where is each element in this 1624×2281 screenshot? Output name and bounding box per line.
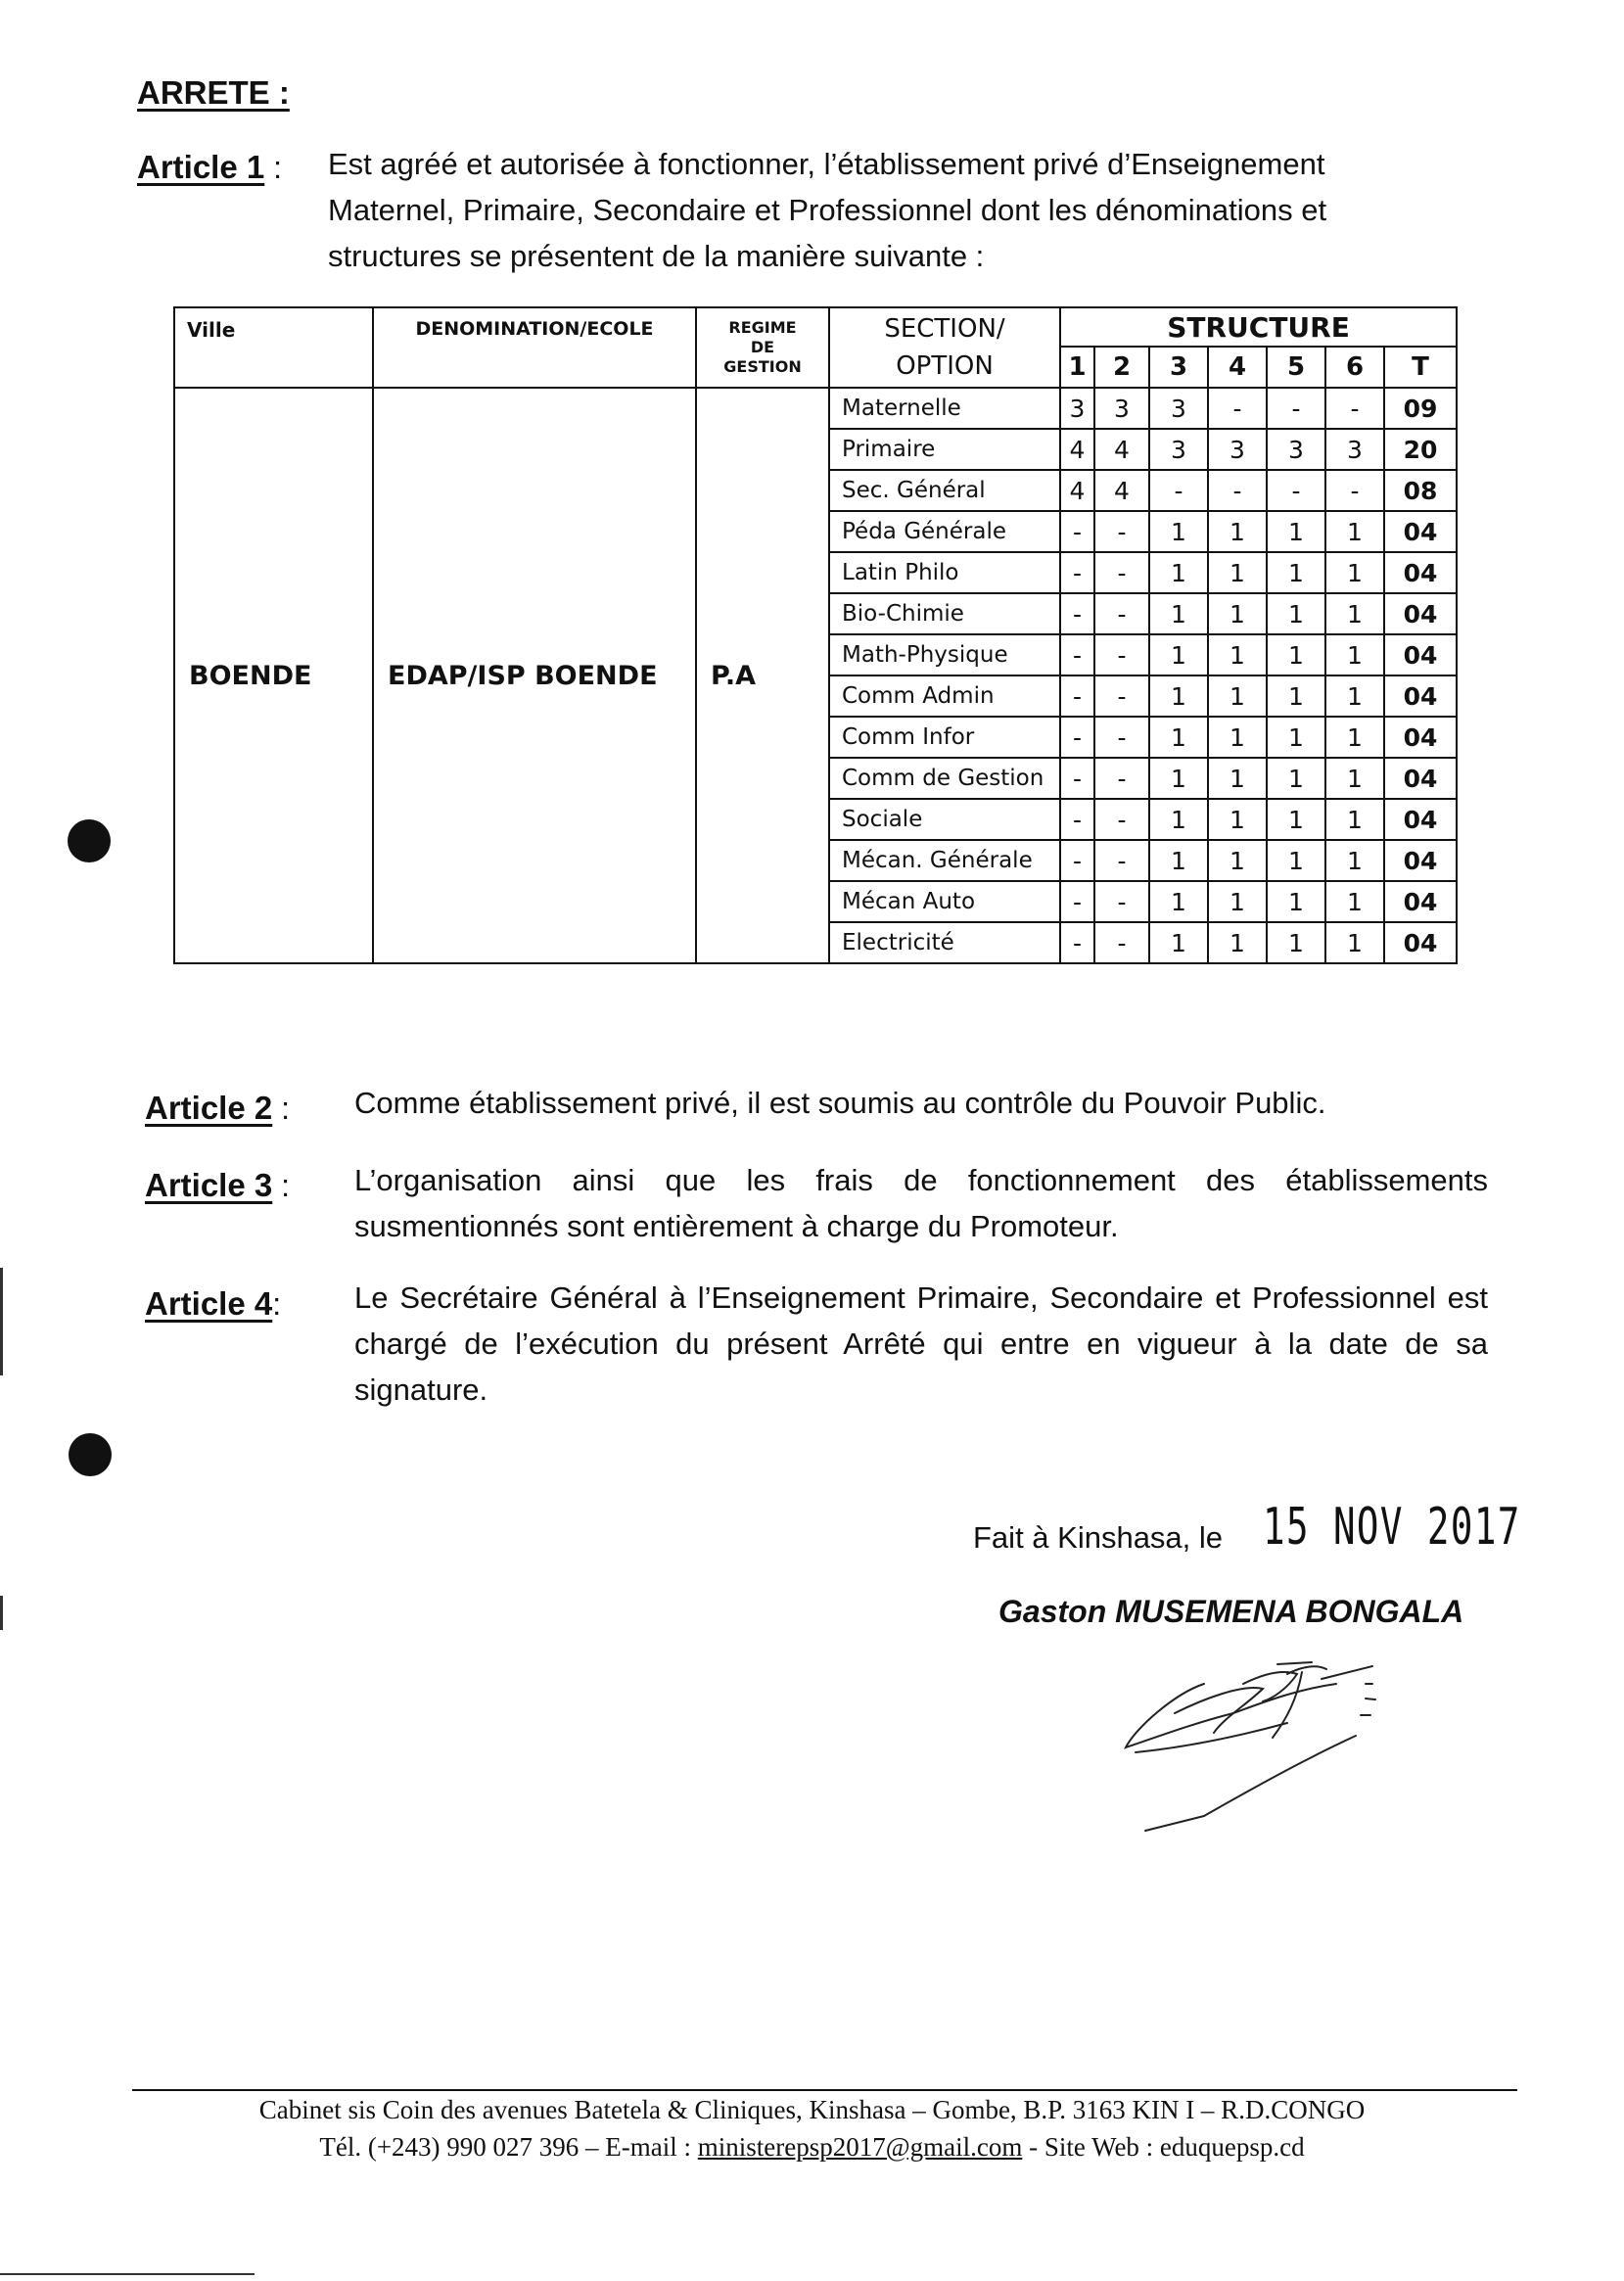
class-count-cell: 1: [1208, 799, 1267, 840]
punch-hole: [69, 1433, 112, 1476]
article-3: [145, 1167, 290, 1204]
article-3-colon: :: [272, 1168, 291, 1203]
class-count-cell: 1: [1267, 758, 1325, 799]
total-cell: 04: [1384, 799, 1457, 840]
total-cell: 04: [1384, 758, 1457, 799]
class-count-cell: 1: [1149, 634, 1208, 675]
ville-cell: BOENDE: [174, 388, 373, 963]
class-count-cell: 1: [1149, 799, 1208, 840]
header-regime-line: DE: [750, 338, 775, 356]
footer-divider: [132, 2089, 1517, 2091]
article-4-text: [354, 1275, 1488, 1413]
total-cell: 20: [1384, 429, 1457, 470]
article-4-line: chargé de l’exécution du présent Arrêté qui entre en vigueur à la date de sa: [354, 1327, 1488, 1361]
structure-table-body: [174, 388, 1457, 963]
class-count-cell: 1: [1325, 799, 1384, 840]
class-count-cell: -: [1208, 470, 1267, 511]
class-count-cell: 3: [1149, 429, 1208, 470]
article-3-label: Article 3: [145, 1167, 273, 1203]
section-cell: Comm de Gestion: [829, 758, 1060, 799]
class-count-cell: 1: [1267, 634, 1325, 675]
section-cell: Math-Physique: [829, 634, 1060, 675]
denomination-cell: EDAP/ISP BOENDE: [373, 388, 696, 963]
regime-cell: P.A: [696, 388, 829, 963]
class-count-cell: 4: [1060, 470, 1094, 511]
total-cell: 04: [1384, 717, 1457, 758]
section-cell: Comm Admin: [829, 675, 1060, 717]
class-count-cell: -: [1094, 675, 1149, 717]
class-count-cell: 1: [1267, 922, 1325, 963]
class-count-cell: 1: [1149, 511, 1208, 552]
class-count-cell: 1: [1267, 717, 1325, 758]
table-row: [174, 388, 1457, 429]
header-col-6: 6: [1325, 347, 1384, 388]
footer-phone: Tél. (+243) 990 027 396 – E-mail :: [319, 2132, 698, 2162]
article-1: [137, 149, 282, 186]
article-4-label: Article 4: [145, 1285, 273, 1322]
class-count-cell: 1: [1149, 717, 1208, 758]
header-structure: STRUCTURE: [1060, 307, 1457, 347]
class-count-cell: 3: [1094, 388, 1149, 429]
signature-image: [1116, 1645, 1449, 1840]
class-count-cell: 1: [1149, 758, 1208, 799]
article-4-line: signature.: [354, 1373, 488, 1407]
signer-name: Gaston MUSEMENA BONGALA: [998, 1594, 1464, 1629]
footer-email-link[interactable]: ministerepsp2017@gmail.com: [697, 2132, 1023, 2162]
header-section: [829, 307, 1060, 388]
total-cell: 04: [1384, 552, 1457, 593]
section-cell: Bio-Chimie: [829, 593, 1060, 634]
class-count-cell: -: [1267, 388, 1325, 429]
punch-hole: [68, 819, 111, 862]
class-count-cell: 1: [1208, 593, 1267, 634]
class-count-cell: 1: [1267, 840, 1325, 881]
article-1-text: [328, 141, 1434, 279]
structure-table: [173, 306, 1458, 964]
class-count-cell: 1: [1325, 840, 1384, 881]
scan-edge-mark: [0, 1268, 3, 1375]
class-count-cell: 1: [1208, 840, 1267, 881]
article-2-text: Comme établissement privé, il est soumis au contrôle du Pouvoir Public.: [354, 1086, 1326, 1120]
header-col-5: 5: [1267, 347, 1325, 388]
total-cell: 04: [1384, 840, 1457, 881]
article-1-line: Maternel, Primaire, Secondaire et Professionnel dont les dénominations et: [328, 193, 1327, 227]
class-count-cell: 1: [1267, 881, 1325, 922]
class-count-cell: 4: [1060, 429, 1094, 470]
class-count-cell: 1: [1267, 552, 1325, 593]
total-cell: 04: [1384, 881, 1457, 922]
total-cell: 04: [1384, 593, 1457, 634]
article-4-line: Le Secrétaire Général à l’Enseignement Primaire, Secondaire et Professionnel est: [354, 1280, 1488, 1315]
class-count-cell: 1: [1325, 881, 1384, 922]
class-count-cell: -: [1060, 675, 1094, 717]
section-cell: Sec. Général: [829, 470, 1060, 511]
total-cell: 09: [1384, 388, 1457, 429]
class-count-cell: 3: [1060, 388, 1094, 429]
class-count-cell: -: [1325, 388, 1384, 429]
article-1-line: Est agréé et autorisée à fonctionner, l’établissement privé d’Enseignement: [328, 147, 1325, 181]
class-count-cell: 4: [1094, 470, 1149, 511]
header-denomination: DENOMINATION/ECOLE: [373, 307, 696, 388]
class-count-cell: 1: [1267, 675, 1325, 717]
class-count-cell: 1: [1267, 799, 1325, 840]
class-count-cell: -: [1094, 840, 1149, 881]
class-count-cell: 1: [1325, 552, 1384, 593]
header-col-4: 4: [1208, 347, 1267, 388]
class-count-cell: -: [1149, 470, 1208, 511]
header-col-3: 3: [1149, 347, 1208, 388]
class-count-cell: -: [1094, 799, 1149, 840]
total-cell: 04: [1384, 675, 1457, 717]
class-count-cell: -: [1267, 470, 1325, 511]
class-count-cell: 1: [1267, 593, 1325, 634]
class-count-cell: -: [1208, 388, 1267, 429]
arrete-heading: ARRETE :: [137, 74, 290, 111]
section-cell: Comm Infor: [829, 717, 1060, 758]
section-cell: Maternelle: [829, 388, 1060, 429]
article-1-line: structures se présentent de la manière suivante :: [328, 239, 985, 273]
scan-edge-mark: [0, 1596, 3, 1630]
article-2: [145, 1090, 290, 1127]
class-count-cell: 1: [1325, 717, 1384, 758]
header-col-2: 2: [1094, 347, 1149, 388]
bottom-scan-line: [0, 2273, 255, 2275]
section-cell: Latin Philo: [829, 552, 1060, 593]
header-section-line: OPTION: [896, 351, 994, 381]
class-count-cell: 1: [1208, 758, 1267, 799]
class-count-cell: -: [1060, 881, 1094, 922]
class-count-cell: 1: [1325, 634, 1384, 675]
article-2-label: Article 2: [145, 1090, 273, 1126]
class-count-cell: -: [1060, 799, 1094, 840]
class-count-cell: -: [1325, 470, 1384, 511]
article-3-text: [354, 1157, 1488, 1249]
fait-a-kinshasa: Fait à Kinshasa, le: [973, 1520, 1224, 1555]
class-count-cell: 1: [1208, 922, 1267, 963]
class-count-cell: -: [1094, 593, 1149, 634]
class-count-cell: -: [1094, 881, 1149, 922]
class-count-cell: -: [1060, 758, 1094, 799]
total-cell: 08: [1384, 470, 1457, 511]
header-section-line: SECTION/: [884, 314, 1005, 344]
section-cell: Mécan. Générale: [829, 840, 1060, 881]
section-cell: Sociale: [829, 799, 1060, 840]
class-count-cell: -: [1060, 717, 1094, 758]
header-regime: [696, 307, 829, 388]
class-count-cell: 3: [1267, 429, 1325, 470]
class-count-cell: -: [1094, 717, 1149, 758]
article-1-colon: :: [264, 150, 283, 185]
class-count-cell: 4: [1094, 429, 1149, 470]
section-cell: Electricité: [829, 922, 1060, 963]
section-cell: Mécan Auto: [829, 881, 1060, 922]
header-regime-line: REGIME: [728, 318, 797, 337]
article-2-colon: :: [272, 1091, 291, 1126]
article-4: [145, 1285, 281, 1323]
class-count-cell: 1: [1208, 881, 1267, 922]
class-count-cell: -: [1060, 634, 1094, 675]
class-count-cell: 1: [1149, 675, 1208, 717]
section-cell: Primaire: [829, 429, 1060, 470]
article-3-line: L’organisation ainsi que les frais de fonctionnement des établissements: [354, 1163, 1488, 1197]
class-count-cell: 1: [1325, 511, 1384, 552]
class-count-cell: 1: [1267, 511, 1325, 552]
class-count-cell: -: [1094, 511, 1149, 552]
footer-contact: [0, 2132, 1624, 2163]
article-4-colon: :: [272, 1286, 282, 1322]
footer-address: Cabinet sis Coin des avenues Batetela & Cliniques, Kinshasa – Gombe, B.P. 3163 KIN I – R.D.CONGO: [258, 2095, 1366, 2124]
class-count-cell: -: [1094, 758, 1149, 799]
class-count-cell: -: [1060, 922, 1094, 963]
class-count-cell: 1: [1325, 675, 1384, 717]
header-ville: Ville: [174, 307, 373, 388]
class-count-cell: -: [1060, 593, 1094, 634]
class-count-cell: -: [1060, 840, 1094, 881]
class-count-cell: 1: [1208, 634, 1267, 675]
footer-website: - Site Web : eduquepsp.cd: [1022, 2132, 1305, 2162]
class-count-cell: 3: [1325, 429, 1384, 470]
class-count-cell: -: [1094, 922, 1149, 963]
class-count-cell: 1: [1325, 922, 1384, 963]
class-count-cell: 1: [1325, 593, 1384, 634]
article-3-line: susmentionnés sont entièrement à charge du Promoteur.: [354, 1209, 1119, 1243]
class-count-cell: -: [1094, 634, 1149, 675]
class-count-cell: 1: [1208, 717, 1267, 758]
class-count-cell: -: [1060, 511, 1094, 552]
class-count-cell: 1: [1208, 675, 1267, 717]
total-cell: 04: [1384, 511, 1457, 552]
class-count-cell: 1: [1149, 881, 1208, 922]
class-count-cell: 3: [1149, 388, 1208, 429]
header-col-1: 1: [1060, 347, 1094, 388]
section-cell: Péda Générale: [829, 511, 1060, 552]
class-count-cell: 1: [1208, 552, 1267, 593]
article-1-label: Article 1: [137, 149, 265, 185]
class-count-cell: -: [1094, 552, 1149, 593]
class-count-cell: 1: [1325, 758, 1384, 799]
total-cell: 04: [1384, 634, 1457, 675]
header-regime-line: GESTION: [723, 357, 802, 376]
class-count-cell: 1: [1149, 593, 1208, 634]
class-count-cell: 1: [1149, 922, 1208, 963]
date-stamp: 15 NOV 2017: [1263, 1498, 1521, 1557]
class-count-cell: 3: [1208, 429, 1267, 470]
class-count-cell: 1: [1149, 552, 1208, 593]
class-count-cell: 1: [1149, 840, 1208, 881]
class-count-cell: -: [1060, 552, 1094, 593]
header-col-t: T: [1384, 347, 1457, 388]
class-count-cell: 1: [1208, 511, 1267, 552]
total-cell: 04: [1384, 922, 1457, 963]
